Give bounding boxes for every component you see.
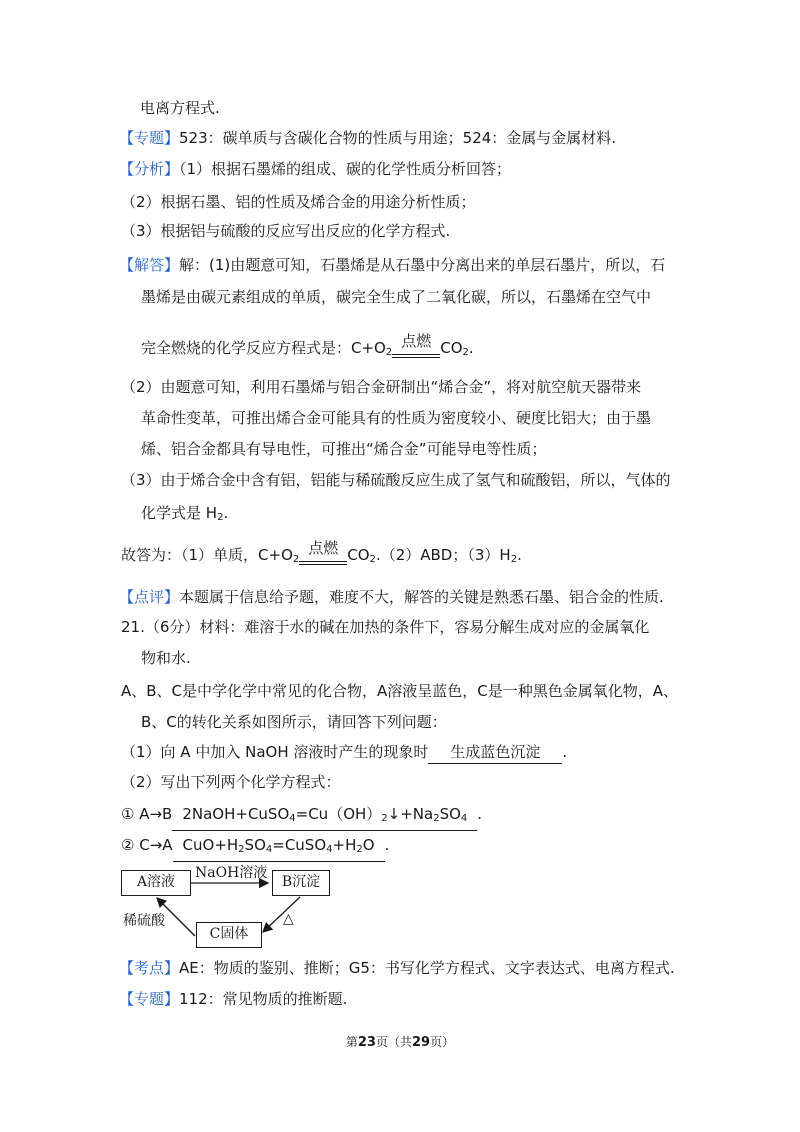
period: . [468, 339, 474, 357]
footer-text: 第 [345, 1035, 358, 1049]
summary-left: 故答为：（1）单质，C+O [121, 546, 293, 564]
text-line: （2）由题意可知，利用石墨烯与铝合金研制出“烯合金”，将对航空航天器带来 [121, 378, 642, 396]
arrow-b-to-c [263, 897, 300, 932]
condition-label: 点燃 [308, 539, 339, 557]
period: . [384, 836, 390, 854]
box-c-solid: C固体 [196, 922, 262, 948]
footer-text: 页） [430, 1035, 455, 1049]
comment-tag: 【点评】 [119, 588, 180, 606]
period: . [517, 546, 522, 564]
answer-blank: $2NaOH+CuSO_4=Cu(OH)_2↓+Na_2SO_4$ [172, 804, 477, 831]
knowledge-point-text: AE：物质的鉴别、推断；G5：书写化学方程式、文字表达式、电离方程式. [179, 959, 675, 977]
text-line: 烯、铝合金都具有导电性，可推出“烯合金”可能导电等性质； [141, 440, 547, 458]
subscript: 2 [217, 512, 224, 523]
topic-tag: 【专题】 [119, 129, 180, 147]
page-number: 23 [357, 1035, 376, 1050]
subscript: 2 [292, 554, 300, 565]
equation-right: CO [440, 339, 463, 357]
period: . [477, 805, 483, 823]
edge-label-heat: △ [283, 911, 294, 927]
answer-blank: $CuO+H_2SO_4=CuSO_4+H_2O$ [173, 835, 385, 862]
equation-label: ② C→A [121, 836, 173, 854]
equation-left: 完全燃烧的化学反应方程式是：C+O [141, 339, 386, 357]
box-a-solution: A溶液 [121, 870, 191, 896]
answer-tag: 【解答】 [119, 256, 180, 274]
equation-label: ① A→B [121, 805, 173, 823]
text-line: （3）由于烯合金中含有铝，铝能与稀硫酸反应生成了氢气和硫酸铝，所以，气体的 [121, 471, 671, 489]
edge-label-dilute-sulfuric-acid: 稀硫酸 [123, 913, 165, 929]
edge-label-naoh: NaOH溶液 [195, 865, 268, 881]
text-line: 电离方程式. [140, 99, 220, 117]
formula-text: 化学式是 H [141, 504, 218, 522]
comment-text: 本题属于信息给予题，难度不大，解答的关键是熟悉石墨、铝合金的性质. [179, 588, 664, 606]
text-line: （3）根据铝与硫酸的反应写出反应的化学方程式. [121, 222, 451, 240]
period: . [223, 504, 229, 522]
text-line: 墨烯是由碳元素组成的单质，碳完全生成了二氧化碳，所以，石墨烯在空气中 [141, 288, 652, 306]
text-line: （2）根据石墨、铝的性质及烯合金的用途分析性质； [121, 193, 476, 211]
text-line: （2）写出下列两个化学方程式： [121, 773, 341, 791]
text-line: 革命性变革，可推出烯合金可能具有的性质为密度较小、硬度比铝大；由于墨 [141, 409, 652, 427]
text-line: 物和水. [141, 649, 191, 667]
analysis-text: （1）根据石墨烯的组成、碳的化学性质分析回答； [179, 160, 512, 178]
knowledge-point-tag: 【考点】 [119, 959, 180, 977]
analysis-tag: 【分析】 [119, 160, 180, 178]
knowledge-point-line [119, 957, 675, 979]
subquestion-text: （1）向 A 中加入 NaOH 溶液时产生的现象时 [121, 743, 429, 761]
subscript: 2 [369, 554, 376, 565]
question-line: 21.（6分）材料：难溶于水的碱在加热的条件下，容易分解生成对应的金属氧化 [121, 618, 650, 636]
footer-text: 页（共 [375, 1035, 412, 1049]
arrow-c-to-a [157, 898, 195, 936]
subscript: 2 [462, 347, 469, 358]
page-footer [0, 1033, 800, 1050]
answer-blank: 生成蓝色沉淀 [428, 742, 562, 764]
topic-line [119, 988, 347, 1010]
answer-text: 解：(1)由题意可知，石墨烯是从石墨中分离出来的单层石墨片，所以，石 [179, 256, 666, 274]
period: . [562, 743, 568, 761]
total-pages: 29 [412, 1035, 431, 1050]
summary-mid: CO [347, 546, 370, 564]
subscript: 2 [385, 347, 393, 358]
topic-text: 112：常见物质的推断题. [179, 990, 348, 1008]
topic-tag: 【专题】 [119, 990, 180, 1008]
condition-label: 点燃 [401, 332, 432, 350]
text-line: B、C的转化关系如图所示，请回答下列问题： [141, 713, 447, 731]
text-line: A、B、C是中学化学中常见的化合物，A溶液呈蓝色，C是一种黑色金属氧化物，A、 [121, 682, 679, 700]
box-b-precipitate: B沉淀 [272, 870, 330, 896]
topic-text: 523：碳单质与含碳化合物的性质与用途；524：金属与金属材料. [179, 129, 617, 147]
summary-right: .（2）ABD；（3）H [375, 546, 511, 564]
subscript: 2 [510, 554, 518, 565]
